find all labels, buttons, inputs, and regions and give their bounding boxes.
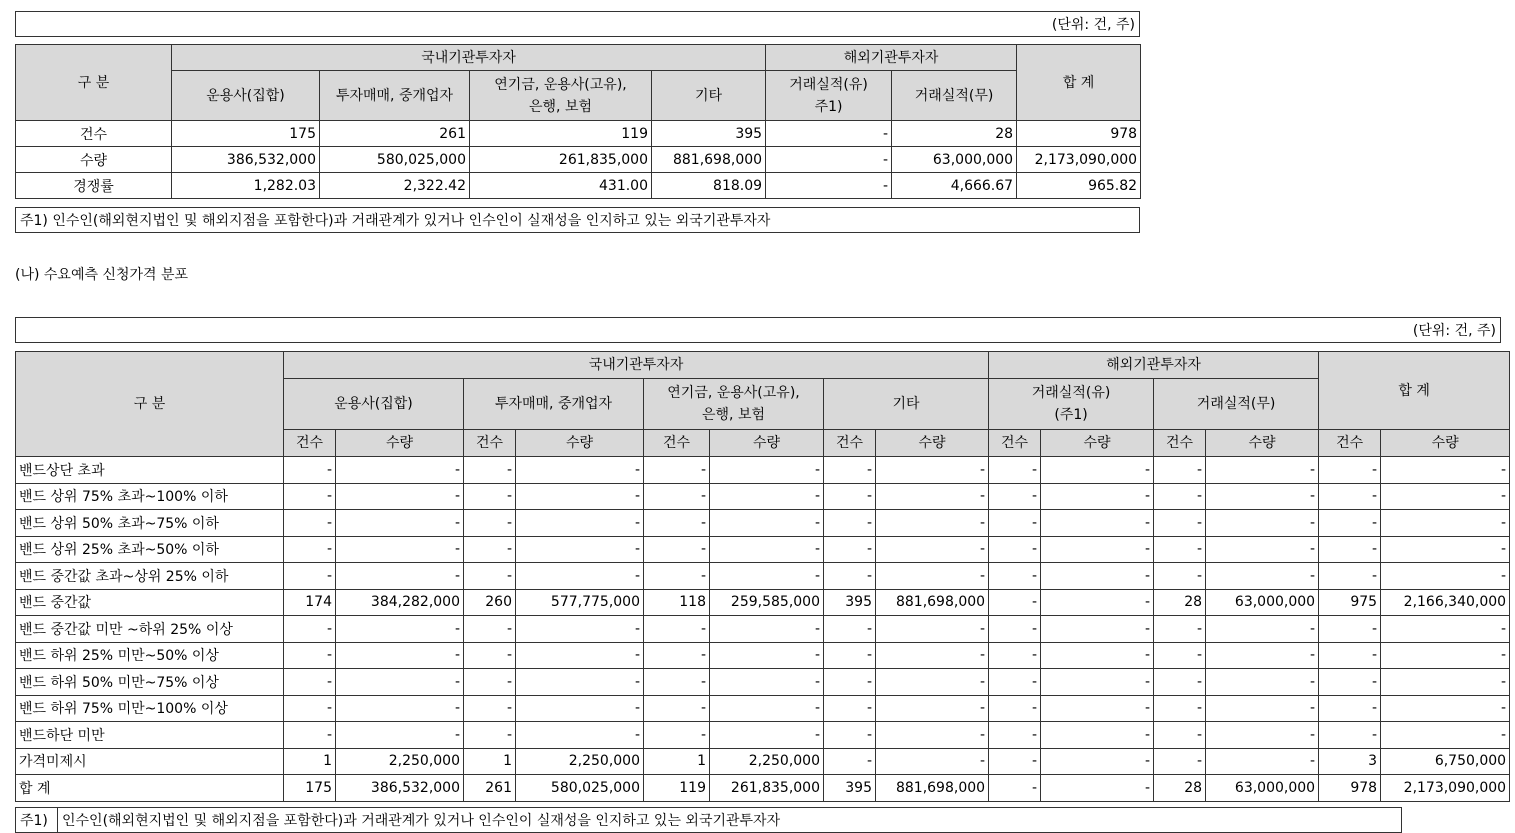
row-label: 밴드 상위 50% 초과~75% 이하	[16, 510, 284, 537]
col-qty: 수량	[336, 430, 464, 457]
table-cell: -	[516, 642, 644, 669]
table-cell: 174	[284, 589, 336, 616]
row-label: 밴드 상위 75% 초과~100% 이하	[16, 483, 284, 510]
col-record-yes: 거래실적(유) 주1)	[766, 71, 892, 121]
table-cell: -	[336, 722, 464, 749]
table-cell: -	[1041, 457, 1154, 484]
table-cell: -	[1206, 563, 1319, 590]
table-cell: -	[1381, 616, 1510, 643]
col-qty: 수량	[1041, 430, 1154, 457]
unit-label: (단위: 건, 주)	[16, 318, 1501, 343]
table-cell: 6,750,000	[1381, 748, 1510, 775]
table-cell: 580,025,000	[320, 147, 470, 173]
table-cell: 4,666.67	[892, 173, 1017, 199]
table-cell: -	[284, 536, 336, 563]
table-cell: -	[464, 536, 516, 563]
table-cell: -	[989, 483, 1041, 510]
table-cell: 1,282.03	[172, 173, 320, 199]
table-cell: -	[336, 563, 464, 590]
table-cell: -	[1319, 457, 1381, 484]
col-record-no: 거래실적(무)	[892, 71, 1017, 121]
col-count: 건수	[824, 430, 876, 457]
col-other: 기타	[652, 71, 766, 121]
col-count: 건수	[284, 430, 336, 457]
table-cell: 175	[284, 775, 336, 802]
table-cell: -	[1154, 510, 1206, 537]
table-cell: -	[1154, 457, 1206, 484]
table-cell: -	[1206, 722, 1319, 749]
row-label: 합 계	[16, 775, 284, 802]
table-row	[16, 589, 1510, 616]
col-record-yes: 거래실적(유) (주1)	[989, 379, 1154, 430]
table-cell: -	[1154, 695, 1206, 722]
table-cell: -	[876, 669, 989, 696]
table-cell: -	[1041, 775, 1154, 802]
table-cell: -	[336, 695, 464, 722]
table-cell: -	[1381, 669, 1510, 696]
table-cell: -	[336, 616, 464, 643]
footnote-text: 주1) 인수인(해외현지법인 및 해외지점을 포함한다)과 거래관계가 있거나 인수인이 실재성을 인지하고 있는 외국기관투자자	[16, 208, 1140, 233]
table-row	[16, 695, 1510, 722]
table-cell: 28	[892, 121, 1017, 147]
table-cell: -	[644, 669, 710, 696]
table-row	[16, 722, 1510, 749]
table-cell: -	[1381, 536, 1510, 563]
table-cell: -	[1154, 483, 1206, 510]
competition-table	[15, 44, 1141, 199]
col-qty: 수량	[1381, 430, 1510, 457]
table-cell: -	[516, 695, 644, 722]
table-cell: -	[824, 616, 876, 643]
table-cell: -	[876, 722, 989, 749]
row-label: 밴드 하위 75% 미만~100% 이상	[16, 695, 284, 722]
table-cell: -	[1041, 536, 1154, 563]
table-cell: 395	[824, 775, 876, 802]
table-cell: -	[284, 669, 336, 696]
table-cell: -	[1041, 483, 1154, 510]
table-cell: -	[284, 510, 336, 537]
table-cell: 386,532,000	[336, 775, 464, 802]
table-cell: -	[1319, 695, 1381, 722]
table-cell: -	[284, 616, 336, 643]
row-label: 건수	[16, 121, 172, 147]
table-cell: -	[336, 642, 464, 669]
col-pension: 연기금, 운용사(고유), 은행, 보험	[470, 71, 652, 121]
table-cell: -	[336, 483, 464, 510]
table-cell: -	[1206, 616, 1319, 643]
table-cell: 881,698,000	[876, 775, 989, 802]
table-cell: -	[989, 748, 1041, 775]
table-cell: -	[1206, 457, 1319, 484]
table-cell: -	[1154, 616, 1206, 643]
row-label: 밴드 중간값	[16, 589, 284, 616]
table-row	[16, 642, 1510, 669]
table-row	[16, 563, 1510, 590]
table-row	[16, 669, 1510, 696]
table-cell: 63,000,000	[892, 147, 1017, 173]
table-cell: -	[710, 722, 824, 749]
footnote-box	[15, 207, 1140, 233]
col-qty: 수량	[710, 430, 824, 457]
table-cell: -	[516, 669, 644, 696]
table-cell: -	[1206, 695, 1319, 722]
col-count: 건수	[644, 430, 710, 457]
foreign-header: 해외기관투자자	[766, 45, 1017, 71]
table-cell: -	[464, 563, 516, 590]
table-cell: -	[876, 536, 989, 563]
table-cell: -	[824, 642, 876, 669]
table-cell: 2,250,000	[336, 748, 464, 775]
table-cell: -	[336, 536, 464, 563]
table-cell: -	[644, 483, 710, 510]
table-cell: 978	[1017, 121, 1141, 147]
table-cell: -	[336, 510, 464, 537]
table-cell: 384,282,000	[336, 589, 464, 616]
table-cell: -	[1381, 510, 1510, 537]
table-cell: 386,532,000	[172, 147, 320, 173]
table-cell: 2,173,090,000	[1017, 147, 1141, 173]
table-cell: -	[516, 457, 644, 484]
table-cell: 818.09	[652, 173, 766, 199]
table-cell: -	[1041, 695, 1154, 722]
table-cell: -	[989, 536, 1041, 563]
table-cell: -	[1206, 748, 1319, 775]
col-asset-mgmt: 운용사(집합)	[284, 379, 464, 430]
table-cell: 580,025,000	[516, 775, 644, 802]
table-cell: -	[766, 147, 892, 173]
row-label: 밴드 상위 25% 초과~50% 이하	[16, 536, 284, 563]
table-cell: -	[284, 483, 336, 510]
row-label: 가격미제시	[16, 748, 284, 775]
table-cell: -	[710, 483, 824, 510]
table-cell: 881,698,000	[652, 147, 766, 173]
table-cell: -	[710, 510, 824, 537]
table-cell: -	[824, 536, 876, 563]
table-cell: -	[644, 616, 710, 643]
table-cell: -	[644, 510, 710, 537]
table-cell: -	[989, 669, 1041, 696]
table-cell: -	[989, 642, 1041, 669]
table-cell: -	[1041, 669, 1154, 696]
table-cell: 259,585,000	[710, 589, 824, 616]
table-cell: -	[1154, 536, 1206, 563]
table-cell: 28	[1154, 589, 1206, 616]
table-row	[16, 121, 1141, 147]
table-cell: -	[1206, 536, 1319, 563]
table-cell: -	[1381, 483, 1510, 510]
table-cell: -	[1381, 457, 1510, 484]
table-cell: -	[876, 616, 989, 643]
col-trading: 투자매매, 중개업자	[464, 379, 644, 430]
table-cell: 260	[464, 589, 516, 616]
total-header: 합 계	[1319, 352, 1510, 430]
table-cell: -	[644, 536, 710, 563]
footnote-marker: 주1)	[16, 808, 58, 833]
table-cell: -	[824, 722, 876, 749]
table-cell: -	[1206, 483, 1319, 510]
col-qty: 수량	[516, 430, 644, 457]
col-count: 건수	[1154, 430, 1206, 457]
table-cell: -	[824, 510, 876, 537]
table-cell: 63,000,000	[1206, 775, 1319, 802]
table-cell: 3	[1319, 748, 1381, 775]
table-cell: -	[710, 695, 824, 722]
table-cell: -	[989, 616, 1041, 643]
category-header: 구 분	[16, 45, 172, 121]
table-cell: -	[464, 616, 516, 643]
table-cell: -	[710, 457, 824, 484]
table-cell: 1	[284, 748, 336, 775]
row-label: 밴드상단 초과	[16, 457, 284, 484]
table-cell: -	[516, 722, 644, 749]
table-cell: -	[1381, 563, 1510, 590]
table-cell: 881,698,000	[876, 589, 989, 616]
table-cell: -	[766, 173, 892, 199]
table-cell: 2,166,340,000	[1381, 589, 1510, 616]
table-cell: 261	[464, 775, 516, 802]
table-cell: -	[1154, 642, 1206, 669]
table-cell: -	[1319, 510, 1381, 537]
row-label: 밴드 중간값 미만 ~하위 25% 이상	[16, 616, 284, 643]
table-cell: -	[464, 642, 516, 669]
table-cell: 2,322.42	[320, 173, 470, 199]
col-count: 건수	[464, 430, 516, 457]
table-cell: 395	[824, 589, 876, 616]
footnote-text: 인수인(해외현지법인 및 해외지점을 포함한다)과 거래관계가 있거나 인수인이 실재성을 인지하고 있는 외국기관투자자	[58, 808, 1402, 833]
table-cell: -	[464, 483, 516, 510]
table-cell: 395	[652, 121, 766, 147]
col-qty: 수량	[1206, 430, 1319, 457]
col-qty: 수량	[876, 430, 989, 457]
table-cell: -	[644, 457, 710, 484]
table-cell: -	[876, 457, 989, 484]
table-cell: -	[1154, 563, 1206, 590]
table-cell: -	[989, 510, 1041, 537]
table-cell: -	[516, 483, 644, 510]
table-cell: 978	[1319, 775, 1381, 802]
table-cell: -	[336, 669, 464, 696]
table-cell: -	[766, 121, 892, 147]
total-header: 합 계	[1017, 45, 1141, 121]
table-cell: -	[1319, 722, 1381, 749]
table-cell: -	[710, 563, 824, 590]
table-cell: -	[284, 642, 336, 669]
table-cell: -	[1319, 616, 1381, 643]
domestic-header: 국내기관투자자	[172, 45, 766, 71]
table-cell: -	[644, 642, 710, 669]
table-cell: -	[824, 563, 876, 590]
col-asset-mgmt: 운용사(집합)	[172, 71, 320, 121]
table-cell: -	[1041, 616, 1154, 643]
table-cell: -	[1041, 510, 1154, 537]
section-title: (나) 수요예측 신청가격 분포	[15, 267, 189, 283]
table-cell: -	[1206, 642, 1319, 669]
table-cell: -	[1154, 748, 1206, 775]
table-cell: -	[284, 722, 336, 749]
table-cell: 431.00	[470, 173, 652, 199]
table-cell: -	[710, 616, 824, 643]
table-cell: -	[876, 695, 989, 722]
table-cell: -	[1041, 642, 1154, 669]
table-cell: 975	[1319, 589, 1381, 616]
price-distribution-table	[15, 351, 1510, 802]
table-cell: 261,835,000	[470, 147, 652, 173]
col-pension: 연기금, 운용사(고유), 은행, 보험	[644, 379, 824, 430]
table-cell: -	[644, 695, 710, 722]
table-cell: 2,250,000	[516, 748, 644, 775]
col-other: 기타	[824, 379, 989, 430]
table-row	[16, 147, 1141, 173]
table-cell: -	[644, 563, 710, 590]
table-row	[16, 510, 1510, 537]
table-cell: 28	[1154, 775, 1206, 802]
table-cell: 965.82	[1017, 173, 1141, 199]
category-header: 구 분	[16, 352, 284, 457]
table-cell: 119	[644, 775, 710, 802]
table-cell: -	[1319, 563, 1381, 590]
col-trading: 투자매매, 중개업자	[320, 71, 470, 121]
table-cell: -	[710, 642, 824, 669]
table-row	[16, 775, 1510, 802]
table-cell: -	[464, 722, 516, 749]
table-cell: -	[284, 457, 336, 484]
table-cell: 2,250,000	[710, 748, 824, 775]
table-cell: -	[1041, 748, 1154, 775]
table-cell: -	[464, 695, 516, 722]
table-cell: -	[1319, 483, 1381, 510]
table-cell: -	[1154, 722, 1206, 749]
row-label: 경쟁률	[16, 173, 172, 199]
table-cell: -	[1206, 669, 1319, 696]
table-cell: -	[1381, 722, 1510, 749]
table-cell: -	[876, 510, 989, 537]
table-cell: -	[644, 722, 710, 749]
col-record-no: 거래실적(무)	[1154, 379, 1319, 430]
table-cell: -	[876, 748, 989, 775]
table-cell: -	[284, 563, 336, 590]
table-cell: -	[1381, 642, 1510, 669]
table-cell: -	[464, 669, 516, 696]
table-cell: -	[876, 483, 989, 510]
table-cell: 1	[464, 748, 516, 775]
table-cell: -	[1206, 510, 1319, 537]
table-cell: -	[824, 669, 876, 696]
col-count: 건수	[989, 430, 1041, 457]
unit-box	[15, 317, 1501, 343]
table-cell: -	[1041, 589, 1154, 616]
table-cell: -	[710, 669, 824, 696]
row-label: 수량	[16, 147, 172, 173]
table-cell: -	[824, 695, 876, 722]
table-cell: -	[824, 457, 876, 484]
row-label: 밴드하단 미만	[16, 722, 284, 749]
row-label: 밴드 중간값 초과~상위 25% 이하	[16, 563, 284, 590]
table-cell: -	[989, 695, 1041, 722]
table-row	[16, 173, 1141, 199]
table-cell: -	[464, 457, 516, 484]
table-cell: 577,775,000	[516, 589, 644, 616]
table-cell: -	[284, 695, 336, 722]
table-cell: -	[876, 642, 989, 669]
table-cell: -	[1381, 695, 1510, 722]
table-row	[16, 483, 1510, 510]
table-cell: -	[516, 536, 644, 563]
table-cell: -	[1319, 536, 1381, 563]
table-row	[16, 457, 1510, 484]
table-cell: -	[824, 483, 876, 510]
table-cell: -	[876, 563, 989, 590]
table-cell: 2,173,090,000	[1381, 775, 1510, 802]
table-row	[16, 536, 1510, 563]
table-cell: -	[989, 722, 1041, 749]
table-cell: -	[516, 510, 644, 537]
table-cell: -	[516, 563, 644, 590]
table-cell: 261	[320, 121, 470, 147]
table-cell: -	[710, 536, 824, 563]
unit-box	[15, 11, 1140, 37]
table-cell: 63,000,000	[1206, 589, 1319, 616]
foreign-header: 해외기관투자자	[989, 352, 1319, 379]
table-cell: 119	[470, 121, 652, 147]
table-cell: -	[516, 616, 644, 643]
table-row	[16, 616, 1510, 643]
table-cell: -	[1041, 722, 1154, 749]
table-cell: 118	[644, 589, 710, 616]
table-cell: -	[1319, 642, 1381, 669]
table-cell: -	[464, 510, 516, 537]
table-cell: -	[989, 563, 1041, 590]
col-count: 건수	[1319, 430, 1381, 457]
unit-label: (단위: 건, 주)	[16, 12, 1140, 37]
table-cell: -	[989, 589, 1041, 616]
table-cell: -	[989, 457, 1041, 484]
table-cell: 261,835,000	[710, 775, 824, 802]
table-cell: -	[824, 748, 876, 775]
table-cell: 1	[644, 748, 710, 775]
domestic-header: 국내기관투자자	[284, 352, 989, 379]
table-cell: -	[1041, 563, 1154, 590]
row-label: 밴드 하위 25% 미만~50% 이상	[16, 642, 284, 669]
table-cell: -	[336, 457, 464, 484]
table-cell: -	[1319, 669, 1381, 696]
table-cell: 175	[172, 121, 320, 147]
row-label: 밴드 하위 50% 미만~75% 이상	[16, 669, 284, 696]
table-cell: -	[1154, 669, 1206, 696]
table-cell: -	[989, 775, 1041, 802]
footnote-box	[15, 807, 1402, 833]
table-row	[16, 748, 1510, 775]
